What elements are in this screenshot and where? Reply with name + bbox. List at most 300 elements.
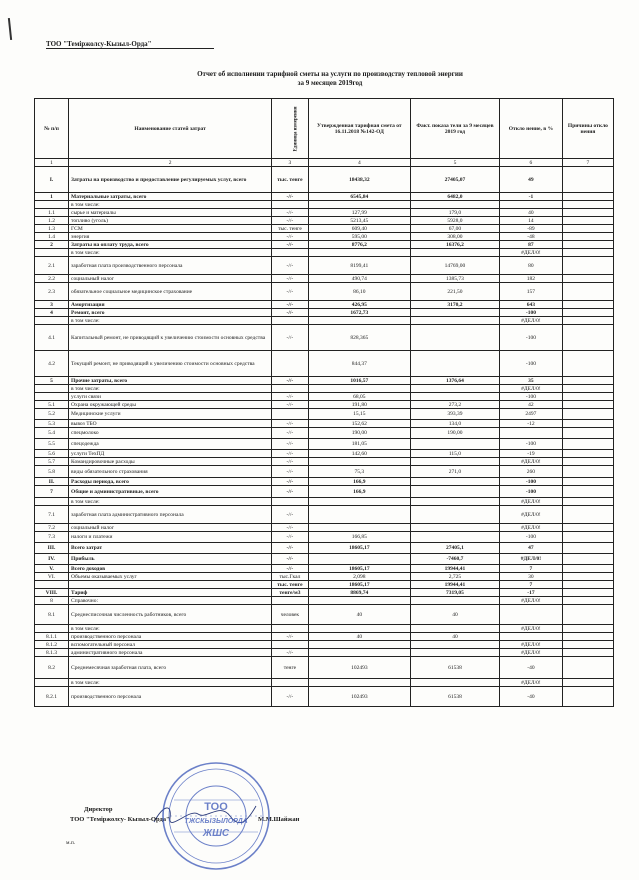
row-approved (308, 458, 410, 466)
row-name: Прибыль (69, 554, 272, 565)
row-name: Справочно: (69, 597, 272, 605)
table-row (35, 543, 614, 554)
row-number: 7.3 (35, 532, 69, 543)
row-deviation: 7 (499, 581, 562, 589)
row-unit: -//- (272, 209, 309, 217)
table-row (35, 458, 614, 466)
row-unit (272, 498, 309, 506)
row-actual (410, 325, 499, 351)
row-number: 1 (35, 193, 69, 201)
row-name: в том числе: (69, 498, 272, 506)
header-row (35, 99, 614, 159)
table-row (35, 649, 614, 657)
row-unit: -//- (272, 554, 309, 565)
row-approved: 75,3 (308, 466, 410, 478)
row-actual: 27405,07 (410, 167, 499, 193)
row-reason (562, 167, 613, 193)
row-actual: 14769,00 (410, 257, 499, 275)
row-actual (410, 439, 499, 450)
row-number: 5.7 (35, 458, 69, 466)
row-approved: 40 (308, 605, 410, 625)
row-actual: 67,00 (410, 225, 499, 233)
row-approved (308, 201, 410, 209)
row-number: 1.2 (35, 217, 69, 225)
row-actual: 40 (410, 633, 499, 641)
row-name: Затраты на оплату труда, всего (69, 241, 272, 249)
col-deviation-header: Откло нение, в % (499, 99, 562, 159)
table-row (35, 450, 614, 458)
row-approved: 18605,17 (308, 565, 410, 573)
table-row (35, 317, 614, 325)
company-underline (46, 48, 214, 49)
row-unit: -//- (272, 439, 309, 450)
row-approved: 6545,84 (308, 193, 410, 201)
row-deviation (499, 428, 562, 439)
row-deviation: #ДЕЛ/0! (499, 506, 562, 524)
row-reason (562, 573, 613, 581)
table-row (35, 506, 614, 524)
table-row (35, 641, 614, 649)
row-name (69, 581, 272, 589)
row-actual: 3170,2 (410, 301, 499, 309)
row-number: I. (35, 167, 69, 193)
row-deviation: #ДЕЛ/0! (499, 641, 562, 649)
row-name: Среднесписочная численность работников, всего (69, 605, 272, 625)
row-unit: -//- (272, 393, 309, 401)
row-number: 1.1 (35, 209, 69, 217)
row-approved: 8199,41 (308, 257, 410, 275)
row-deviation (499, 633, 562, 641)
row-approved (308, 506, 410, 524)
row-deviation: #ДЕЛ/0! (499, 597, 562, 605)
row-deviation: -100 (499, 439, 562, 450)
row-name: вывоз ТБО (69, 420, 272, 428)
row-number: 5.8 (35, 466, 69, 478)
row-name: энергия (69, 233, 272, 241)
row-unit: тыс.Гкал (272, 573, 309, 581)
column-number: 7 (562, 159, 613, 167)
row-name: в том числе: (69, 317, 272, 325)
table-body (35, 167, 614, 707)
table-row (35, 524, 614, 532)
row-name: виды обязательного страхования (69, 466, 272, 478)
table-row (35, 428, 614, 439)
row-number: 5.6 (35, 450, 69, 458)
row-deviation: -17 (499, 589, 562, 597)
row-deviation: #ДЕЛ/0! (499, 524, 562, 532)
row-number: 8.1.2 (35, 641, 69, 649)
row-unit (272, 625, 309, 633)
row-actual: 134,0 (410, 420, 499, 428)
row-unit: -//- (272, 233, 309, 241)
row-deviation: #ДЕЛ/0! (499, 385, 562, 393)
row-approved: 191,80 (308, 401, 410, 409)
row-actual (410, 478, 499, 486)
column-number: 2 (69, 159, 272, 167)
row-name: социальный налог (69, 275, 272, 283)
row-name: Всего затрат (69, 543, 272, 554)
tariff-table (34, 98, 614, 707)
row-unit: -//- (272, 325, 309, 351)
row-approved (308, 649, 410, 657)
row-number: 5 (35, 377, 69, 385)
table-row (35, 351, 614, 377)
row-actual: 115,0 (410, 450, 499, 458)
row-actual (410, 649, 499, 657)
row-name: сырье и материалы (69, 209, 272, 217)
row-approved: 595,00 (308, 233, 410, 241)
row-name: заработная плата производственного персонала (69, 257, 272, 275)
row-reason (562, 478, 613, 486)
row-number: VI. (35, 573, 69, 581)
row-unit: -//- (272, 532, 309, 543)
row-unit: -//- (272, 420, 309, 428)
row-approved (308, 498, 410, 506)
table-row (35, 573, 614, 581)
row-deviation: #ДЕЛ/0! (499, 679, 562, 687)
row-deviation: #ДЕЛ/0! (499, 498, 562, 506)
row-name: Объемы оказываемых услуг (69, 573, 272, 581)
row-actual (410, 385, 499, 393)
table-row (35, 283, 614, 301)
row-actual (410, 317, 499, 325)
row-unit: -//- (272, 401, 309, 409)
row-approved: 152,62 (308, 420, 410, 428)
row-number: 8.2.1 (35, 687, 69, 707)
row-deviation (499, 605, 562, 625)
row-unit (272, 679, 309, 687)
row-reason (562, 486, 613, 498)
row-number: 8.1.1 (35, 633, 69, 641)
row-unit: -//- (272, 524, 309, 532)
row-deviation: #ДЕЛ/0! (499, 554, 562, 565)
row-unit: -//- (272, 486, 309, 498)
row-deviation: -48 (499, 233, 562, 241)
row-actual: 40 (410, 605, 499, 625)
row-reason (562, 420, 613, 428)
row-actual (410, 309, 499, 317)
row-number (35, 625, 69, 633)
row-name: услуги связи (69, 393, 272, 401)
column-numbers-row (35, 159, 614, 167)
row-number: 3 (35, 301, 69, 309)
row-name: топливо (уголь) (69, 217, 272, 225)
row-deviation: 7 (499, 565, 562, 573)
row-approved: 102493 (308, 687, 410, 707)
row-actual (410, 506, 499, 524)
row-actual (410, 486, 499, 498)
row-number: 8 (35, 597, 69, 605)
table-row (35, 420, 614, 428)
table-row (35, 377, 614, 385)
table-row (35, 466, 614, 478)
row-name: заработная плата административного персонала (69, 506, 272, 524)
table-row (35, 233, 614, 241)
row-reason (562, 450, 613, 458)
row-name: обязательное социальное медицинское страхование (69, 283, 272, 301)
row-unit: -//- (272, 193, 309, 201)
row-unit: -//- (272, 283, 309, 301)
table-row (35, 257, 614, 275)
row-name: Амортизация (69, 301, 272, 309)
row-actual (410, 201, 499, 209)
row-name: Прочие затраты, всего (69, 377, 272, 385)
title-line-1: Отчет об исполнении тарифной сметы на услуги по производству тепловой энергии (197, 70, 463, 78)
row-number: V. (35, 565, 69, 573)
row-unit: -//- (272, 377, 309, 385)
row-reason (562, 385, 613, 393)
row-deviation: 42 (499, 401, 562, 409)
signature-role: Директор (84, 806, 113, 813)
svg-text:ЖШС: ЖШС (202, 828, 230, 839)
row-unit: -//- (272, 458, 309, 466)
row-number: VIII. (35, 589, 69, 597)
row-deviation: -19 (499, 450, 562, 458)
table-row (35, 657, 614, 679)
row-number: II. (35, 478, 69, 486)
row-deviation (499, 201, 562, 209)
row-reason (562, 565, 613, 573)
table-row (35, 301, 614, 309)
row-actual: 2,725 (410, 573, 499, 581)
row-reason (562, 377, 613, 385)
row-number: 7.2 (35, 524, 69, 532)
row-unit: тенге/м3 (272, 589, 309, 597)
row-unit: -//- (272, 633, 309, 641)
row-number: 4.2 (35, 351, 69, 377)
svg-text:ТОО: ТОО (204, 801, 228, 813)
row-approved (308, 554, 410, 565)
row-name: спецмолоко (69, 428, 272, 439)
row-actual: -7460,7 (410, 554, 499, 565)
row-number: 5.5 (35, 439, 69, 450)
row-name: услуги ТехПД (69, 450, 272, 458)
row-deviation: #ДЕЛ/0! (499, 625, 562, 633)
row-unit: -//- (272, 649, 309, 657)
row-approved: 18605,17 (308, 543, 410, 554)
table-row (35, 554, 614, 565)
row-name: налоги и платежи (69, 532, 272, 543)
row-approved: 127,99 (308, 209, 410, 217)
row-unit: -//- (272, 301, 309, 309)
row-actual: 61538 (410, 657, 499, 679)
row-actual (410, 625, 499, 633)
row-reason (562, 597, 613, 605)
company-seal (160, 760, 272, 872)
row-name: спецодежда (69, 439, 272, 450)
row-actual: 19944,41 (410, 581, 499, 589)
col-actual-header: Факт. показа тели за 9 месяцев 2019 год (410, 99, 499, 159)
company-name: ТОО "Теміржолсу-Кызыл-Орда" (46, 40, 152, 48)
table-row (35, 565, 614, 573)
row-approved: 18438,32 (308, 167, 410, 193)
row-name: Ремонт, всего (69, 309, 272, 317)
col-unit-header (272, 99, 309, 159)
corner-mark (8, 18, 12, 40)
row-deviation: 40 (499, 209, 562, 217)
row-number: 1.3 (35, 225, 69, 233)
row-number: 2.3 (35, 283, 69, 301)
row-reason (562, 393, 613, 401)
row-reason (562, 581, 613, 589)
row-actual: 61538 (410, 687, 499, 707)
row-deviation: 182 (499, 275, 562, 283)
title-line-2: за 9 месяцев 2019год (297, 79, 363, 87)
table-row (35, 589, 614, 597)
row-approved: 181,05 (308, 439, 410, 450)
row-number: 5.2 (35, 409, 69, 420)
row-deviation: -100 (499, 532, 562, 543)
row-reason (562, 625, 613, 633)
row-actual: 27405,1 (410, 543, 499, 554)
row-actual: 16376,2 (410, 241, 499, 249)
row-actual: 273,2 (410, 401, 499, 409)
row-unit: -//- (272, 450, 309, 458)
col-unit-label: Единица измерения (293, 105, 299, 152)
row-reason (562, 351, 613, 377)
row-number (35, 317, 69, 325)
row-reason (562, 498, 613, 506)
row-deviation: -100 (499, 309, 562, 317)
table-row (35, 401, 614, 409)
row-unit: -//- (272, 478, 309, 486)
row-reason (562, 524, 613, 532)
row-approved: 166,85 (308, 532, 410, 543)
row-number: 1.4 (35, 233, 69, 241)
row-number (35, 249, 69, 257)
row-unit: -//- (272, 217, 309, 225)
row-actual: 6482,0 (410, 193, 499, 201)
row-name: Медицинские услуги (69, 409, 272, 420)
row-name: социальный налог (69, 524, 272, 532)
table-row (35, 687, 614, 707)
table-row (35, 167, 614, 193)
row-actual: 1385,73 (410, 275, 499, 283)
svg-text:ТЖСКЫЗЫЛОРДА: ТЖСКЫЗЫЛОРДА (184, 818, 248, 825)
row-name: вспомогательный персонал (69, 641, 272, 649)
row-deviation: -100 (499, 393, 562, 401)
row-unit: -//- (272, 309, 309, 317)
row-deviation: -100 (499, 351, 562, 377)
table-row (35, 679, 614, 687)
row-name: Тариф (69, 589, 272, 597)
table-row (35, 478, 614, 486)
row-deviation: -12 (499, 420, 562, 428)
row-deviation: 49 (499, 167, 562, 193)
row-reason (562, 409, 613, 420)
row-actual: 221,50 (410, 283, 499, 301)
row-approved: 426,95 (308, 301, 410, 309)
table-row (35, 201, 614, 209)
row-number: 7 (35, 486, 69, 498)
row-reason (562, 201, 613, 209)
row-reason (562, 283, 613, 301)
row-approved (308, 625, 410, 633)
row-name: Всего доходов (69, 565, 272, 573)
row-approved: 86,10 (308, 283, 410, 301)
row-unit: тыс. тенге (272, 167, 309, 193)
row-reason (562, 257, 613, 275)
row-deviation: #ДЕЛ/0! (499, 458, 562, 466)
row-reason (562, 428, 613, 439)
row-deviation: 80 (499, 257, 562, 275)
row-number (35, 679, 69, 687)
table-row (35, 581, 614, 589)
table-row (35, 605, 614, 625)
stamp-place-label: м.п. (66, 840, 76, 846)
row-name: ГСМ (69, 225, 272, 233)
row-reason (562, 249, 613, 257)
row-actual (410, 249, 499, 257)
table-row (35, 249, 614, 257)
row-number: 2.1 (35, 257, 69, 275)
row-reason (562, 605, 613, 625)
row-number: 2.2 (35, 275, 69, 283)
row-approved: 844,37 (308, 351, 410, 377)
row-reason (562, 554, 613, 565)
row-deviation: #ДЕЛ/0! (499, 649, 562, 657)
row-unit (272, 641, 309, 649)
row-reason (562, 657, 613, 679)
row-deviation: #ДЕЛ/0! (499, 317, 562, 325)
row-actual (410, 498, 499, 506)
signature-name: М.М.Шайжан (258, 816, 300, 823)
row-deviation: -100 (499, 325, 562, 351)
col-reasons-header: Причины откло нения (562, 99, 613, 159)
row-reason (562, 275, 613, 283)
report-title (60, 70, 600, 88)
column-number: 1 (35, 159, 69, 167)
table-row (35, 275, 614, 283)
row-name: производственного персонала (69, 633, 272, 641)
row-unit: тыс. тенге (272, 581, 309, 589)
row-name: Охрана окружающей среды (69, 401, 272, 409)
row-approved (308, 679, 410, 687)
row-actual (410, 532, 499, 543)
row-reason (562, 679, 613, 687)
row-reason (562, 241, 613, 249)
row-actual (410, 641, 499, 649)
row-number: III. (35, 543, 69, 554)
row-reason (562, 193, 613, 201)
table-row (35, 532, 614, 543)
row-reason (562, 543, 613, 554)
signature-org: ТОО "Теміржолсу- Кызыл-Орда" (70, 816, 170, 823)
row-actual: 308,00 (410, 233, 499, 241)
column-number: 5 (410, 159, 499, 167)
row-deviation: 2497 (499, 409, 562, 420)
row-unit (272, 317, 309, 325)
row-deviation: -40 (499, 687, 562, 707)
row-approved (308, 249, 410, 257)
row-number: IV. (35, 554, 69, 565)
row-unit: -//- (272, 543, 309, 554)
row-unit: тыс. тенге (272, 225, 309, 233)
row-number (35, 498, 69, 506)
row-actual: 271,0 (410, 466, 499, 478)
row-approved (308, 641, 410, 649)
table-row (35, 385, 614, 393)
row-approved: 1016,57 (308, 377, 410, 385)
column-number: 4 (308, 159, 410, 167)
row-reason (562, 217, 613, 225)
row-name: Текущий ремонт, не приводящий к увеличению стоимости основных средства (69, 351, 272, 377)
table-row (35, 209, 614, 217)
row-reason (562, 401, 613, 409)
row-unit: тенге (272, 657, 309, 679)
column-number: 6 (499, 159, 562, 167)
row-reason (562, 633, 613, 641)
